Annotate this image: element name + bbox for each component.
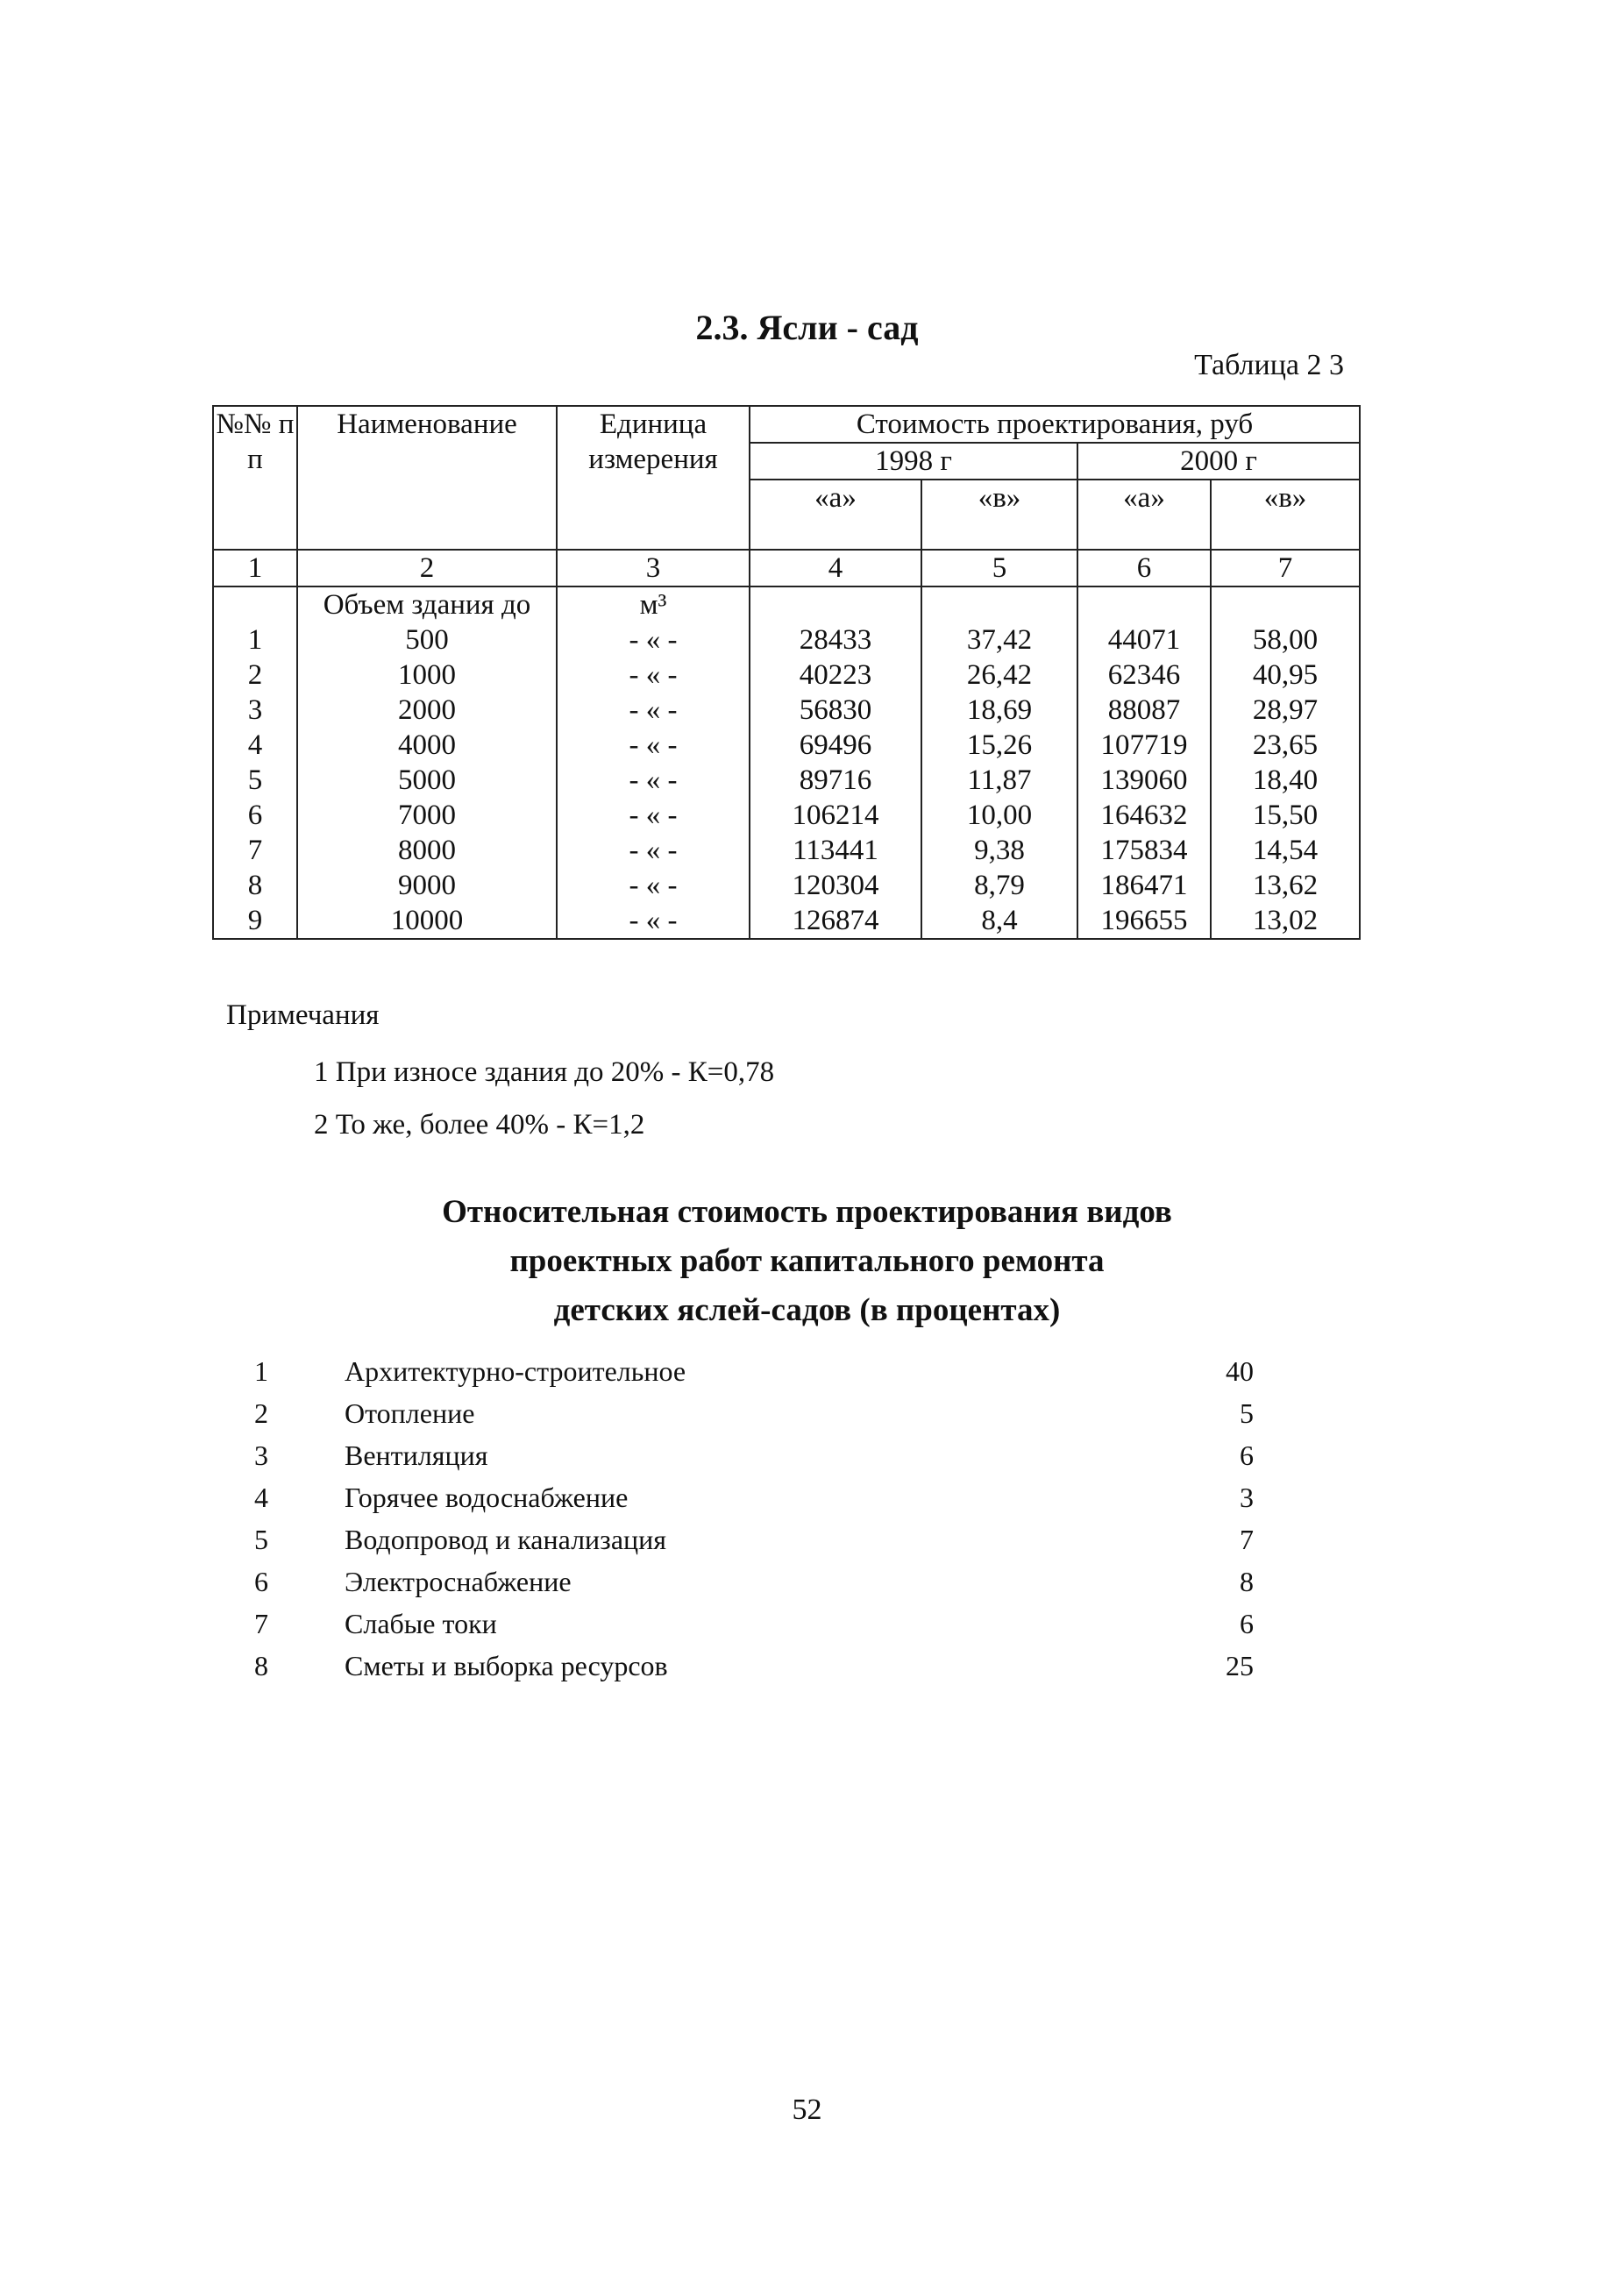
list-item	[254, 1603, 1254, 1645]
table-cell: 40,95	[1211, 658, 1360, 693]
list-item-number: 6	[254, 1566, 268, 1597]
table-row	[213, 658, 1360, 693]
table-cell: 106214	[750, 798, 921, 833]
table-cell: - « -	[557, 658, 750, 693]
col-number: 1	[213, 550, 297, 586]
table-cell: 15,50	[1211, 798, 1360, 833]
table-cell: 7	[213, 833, 297, 868]
list-item-name: Сметы и выборка ресурсов	[345, 1650, 668, 1681]
list-item-number: 3	[254, 1439, 268, 1471]
table-row	[213, 622, 1360, 658]
list-item-name: Архитектурно-строительное	[345, 1355, 686, 1387]
col-number: 5	[921, 550, 1077, 586]
list-item-value: 7	[1240, 1524, 1254, 1555]
work-types-list	[254, 1350, 1254, 1687]
col-number: 6	[1077, 550, 1211, 586]
header-year-1998: 1998 г	[750, 443, 1077, 480]
table-cell: - « -	[557, 728, 750, 763]
table-cell: 5	[213, 763, 297, 798]
table-cell: - « -	[557, 622, 750, 658]
header-a-2000: «а»	[1077, 480, 1211, 550]
table-cell: 28,97	[1211, 693, 1360, 728]
group-unit: м³	[557, 586, 750, 622]
table-cell: 10,00	[921, 798, 1077, 833]
list-item-name: Слабые токи	[345, 1608, 497, 1639]
list-item-number: 2	[254, 1397, 268, 1429]
table-cell: 8,79	[921, 868, 1077, 903]
list-item-number: 4	[254, 1482, 268, 1513]
list-item	[254, 1392, 1254, 1434]
list-item-name: Электроснабжение	[345, 1566, 572, 1597]
section2-title	[0, 1188, 1614, 1335]
table-cell: 1	[213, 622, 297, 658]
group-label: Объем здания до	[297, 586, 557, 622]
table-cell: 113441	[750, 833, 921, 868]
table-row	[213, 903, 1360, 939]
table-cell: 26,42	[921, 658, 1077, 693]
table-cell: 8000	[297, 833, 557, 868]
header-v-2000: «в»	[1211, 480, 1360, 550]
col-number: 3	[557, 550, 750, 586]
list-item-number: 7	[254, 1608, 268, 1639]
table-label: Таблица 2 3	[1194, 349, 1344, 381]
header-cost: Стоимость проектирования, руб	[750, 406, 1360, 443]
table-cell: 23,65	[1211, 728, 1360, 763]
table-cell: 13,62	[1211, 868, 1360, 903]
list-item-value: 40	[1226, 1355, 1254, 1387]
table-cell: 164632	[1077, 798, 1211, 833]
table-cell: 62346	[1077, 658, 1211, 693]
table-row	[213, 798, 1360, 833]
header-year-2000: 2000 г	[1077, 443, 1360, 480]
col-number: 4	[750, 550, 921, 586]
table-row	[213, 868, 1360, 903]
table-cell: 6	[213, 798, 297, 833]
list-item	[254, 1560, 1254, 1603]
table-cell: 4	[213, 728, 297, 763]
table-row	[213, 763, 1360, 798]
table-row	[213, 833, 1360, 868]
column-number-row	[213, 550, 1360, 586]
header-v-1998: «в»	[921, 480, 1077, 550]
table-cell: - « -	[557, 798, 750, 833]
section-title: 2.3. Ясли - сад	[695, 308, 919, 347]
table-cell: 9,38	[921, 833, 1077, 868]
table-cell: 88087	[1077, 693, 1211, 728]
list-item	[254, 1476, 1254, 1518]
table-cell: 15,26	[921, 728, 1077, 763]
table-cell: 5000	[297, 763, 557, 798]
table-cell: 139060	[1077, 763, 1211, 798]
list-item-name: Вентиляция	[345, 1439, 488, 1471]
list-item-value: 6	[1240, 1608, 1254, 1639]
list-item-value: 3	[1240, 1482, 1254, 1513]
list-item-number: 8	[254, 1650, 268, 1681]
table-cell: - « -	[557, 763, 750, 798]
list-item	[254, 1434, 1254, 1476]
cost-table	[212, 405, 1361, 940]
table-cell: 8,4	[921, 903, 1077, 939]
table-cell: 14,54	[1211, 833, 1360, 868]
table-row	[213, 728, 1360, 763]
table-row	[213, 693, 1360, 728]
table-cell: 37,42	[921, 622, 1077, 658]
table-cell: 9000	[297, 868, 557, 903]
section2-title-line: проектных работ капитального ремонта	[509, 1243, 1105, 1279]
table-cell: 4000	[297, 728, 557, 763]
table-cell: 175834	[1077, 833, 1211, 868]
table-cell: 3	[213, 693, 297, 728]
list-item-name: Горячее водоснабжение	[345, 1482, 629, 1513]
table-cell: 40223	[750, 658, 921, 693]
notes-heading: Примечания	[226, 999, 380, 1031]
table-cell: 9	[213, 903, 297, 939]
table-cell: - « -	[557, 868, 750, 903]
table-cell: 18,69	[921, 693, 1077, 728]
list-item-name: Отопление	[345, 1397, 475, 1429]
table-cell: - « -	[557, 833, 750, 868]
table-cell: 196655	[1077, 903, 1211, 939]
list-item-name: Водопровод и канализация	[345, 1524, 666, 1555]
table-cell: 89716	[750, 763, 921, 798]
table-cell: 126874	[750, 903, 921, 939]
list-item-value: 25	[1226, 1650, 1254, 1681]
table-cell: 500	[297, 622, 557, 658]
table-cell: 56830	[750, 693, 921, 728]
header-a-1998: «а»	[750, 480, 921, 550]
list-item-number: 5	[254, 1524, 268, 1555]
table-cell: 13,02	[1211, 903, 1360, 939]
table-cell: 120304	[750, 868, 921, 903]
table-cell: 107719	[1077, 728, 1211, 763]
table-cell: - « -	[557, 693, 750, 728]
section2-title-line: Относительная стоимость проектирования видов	[442, 1194, 1172, 1230]
page-number: 52	[792, 2093, 822, 2126]
table-cell: 2	[213, 658, 297, 693]
table-cell: 11,87	[921, 763, 1077, 798]
table-cell: 58,00	[1211, 622, 1360, 658]
header-num: №№ п п	[213, 406, 297, 550]
col-number: 7	[1211, 550, 1360, 586]
table-cell: 1000	[297, 658, 557, 693]
table-cell: 8	[213, 868, 297, 903]
header-name: Наименование	[297, 406, 557, 550]
table-cell: 186471	[1077, 868, 1211, 903]
group-row	[213, 586, 1360, 622]
table-cell: 44071	[1077, 622, 1211, 658]
list-item	[254, 1518, 1254, 1560]
list-item-value: 8	[1240, 1566, 1254, 1597]
table-cell: - « -	[557, 903, 750, 939]
table-cell: 7000	[297, 798, 557, 833]
list-item-value: 5	[1240, 1397, 1254, 1429]
list-item	[254, 1645, 1254, 1687]
col-number: 2	[297, 550, 557, 586]
note-item: 1 При износе здания до 20% - К=0,78	[314, 1056, 775, 1088]
table-cell: 28433	[750, 622, 921, 658]
note-item: 2 То же, более 40% - К=1,2	[314, 1109, 645, 1141]
section2-title-line: детских яслей-садов (в процентах)	[553, 1292, 1061, 1328]
list-item-number: 1	[254, 1355, 268, 1387]
list-item	[254, 1350, 1254, 1392]
table-cell: 2000	[297, 693, 557, 728]
table-cell: 10000	[297, 903, 557, 939]
list-item-value: 6	[1240, 1439, 1254, 1471]
header-unit: Единица измерения	[557, 406, 750, 550]
table-cell: 18,40	[1211, 763, 1360, 798]
table-cell: 69496	[750, 728, 921, 763]
